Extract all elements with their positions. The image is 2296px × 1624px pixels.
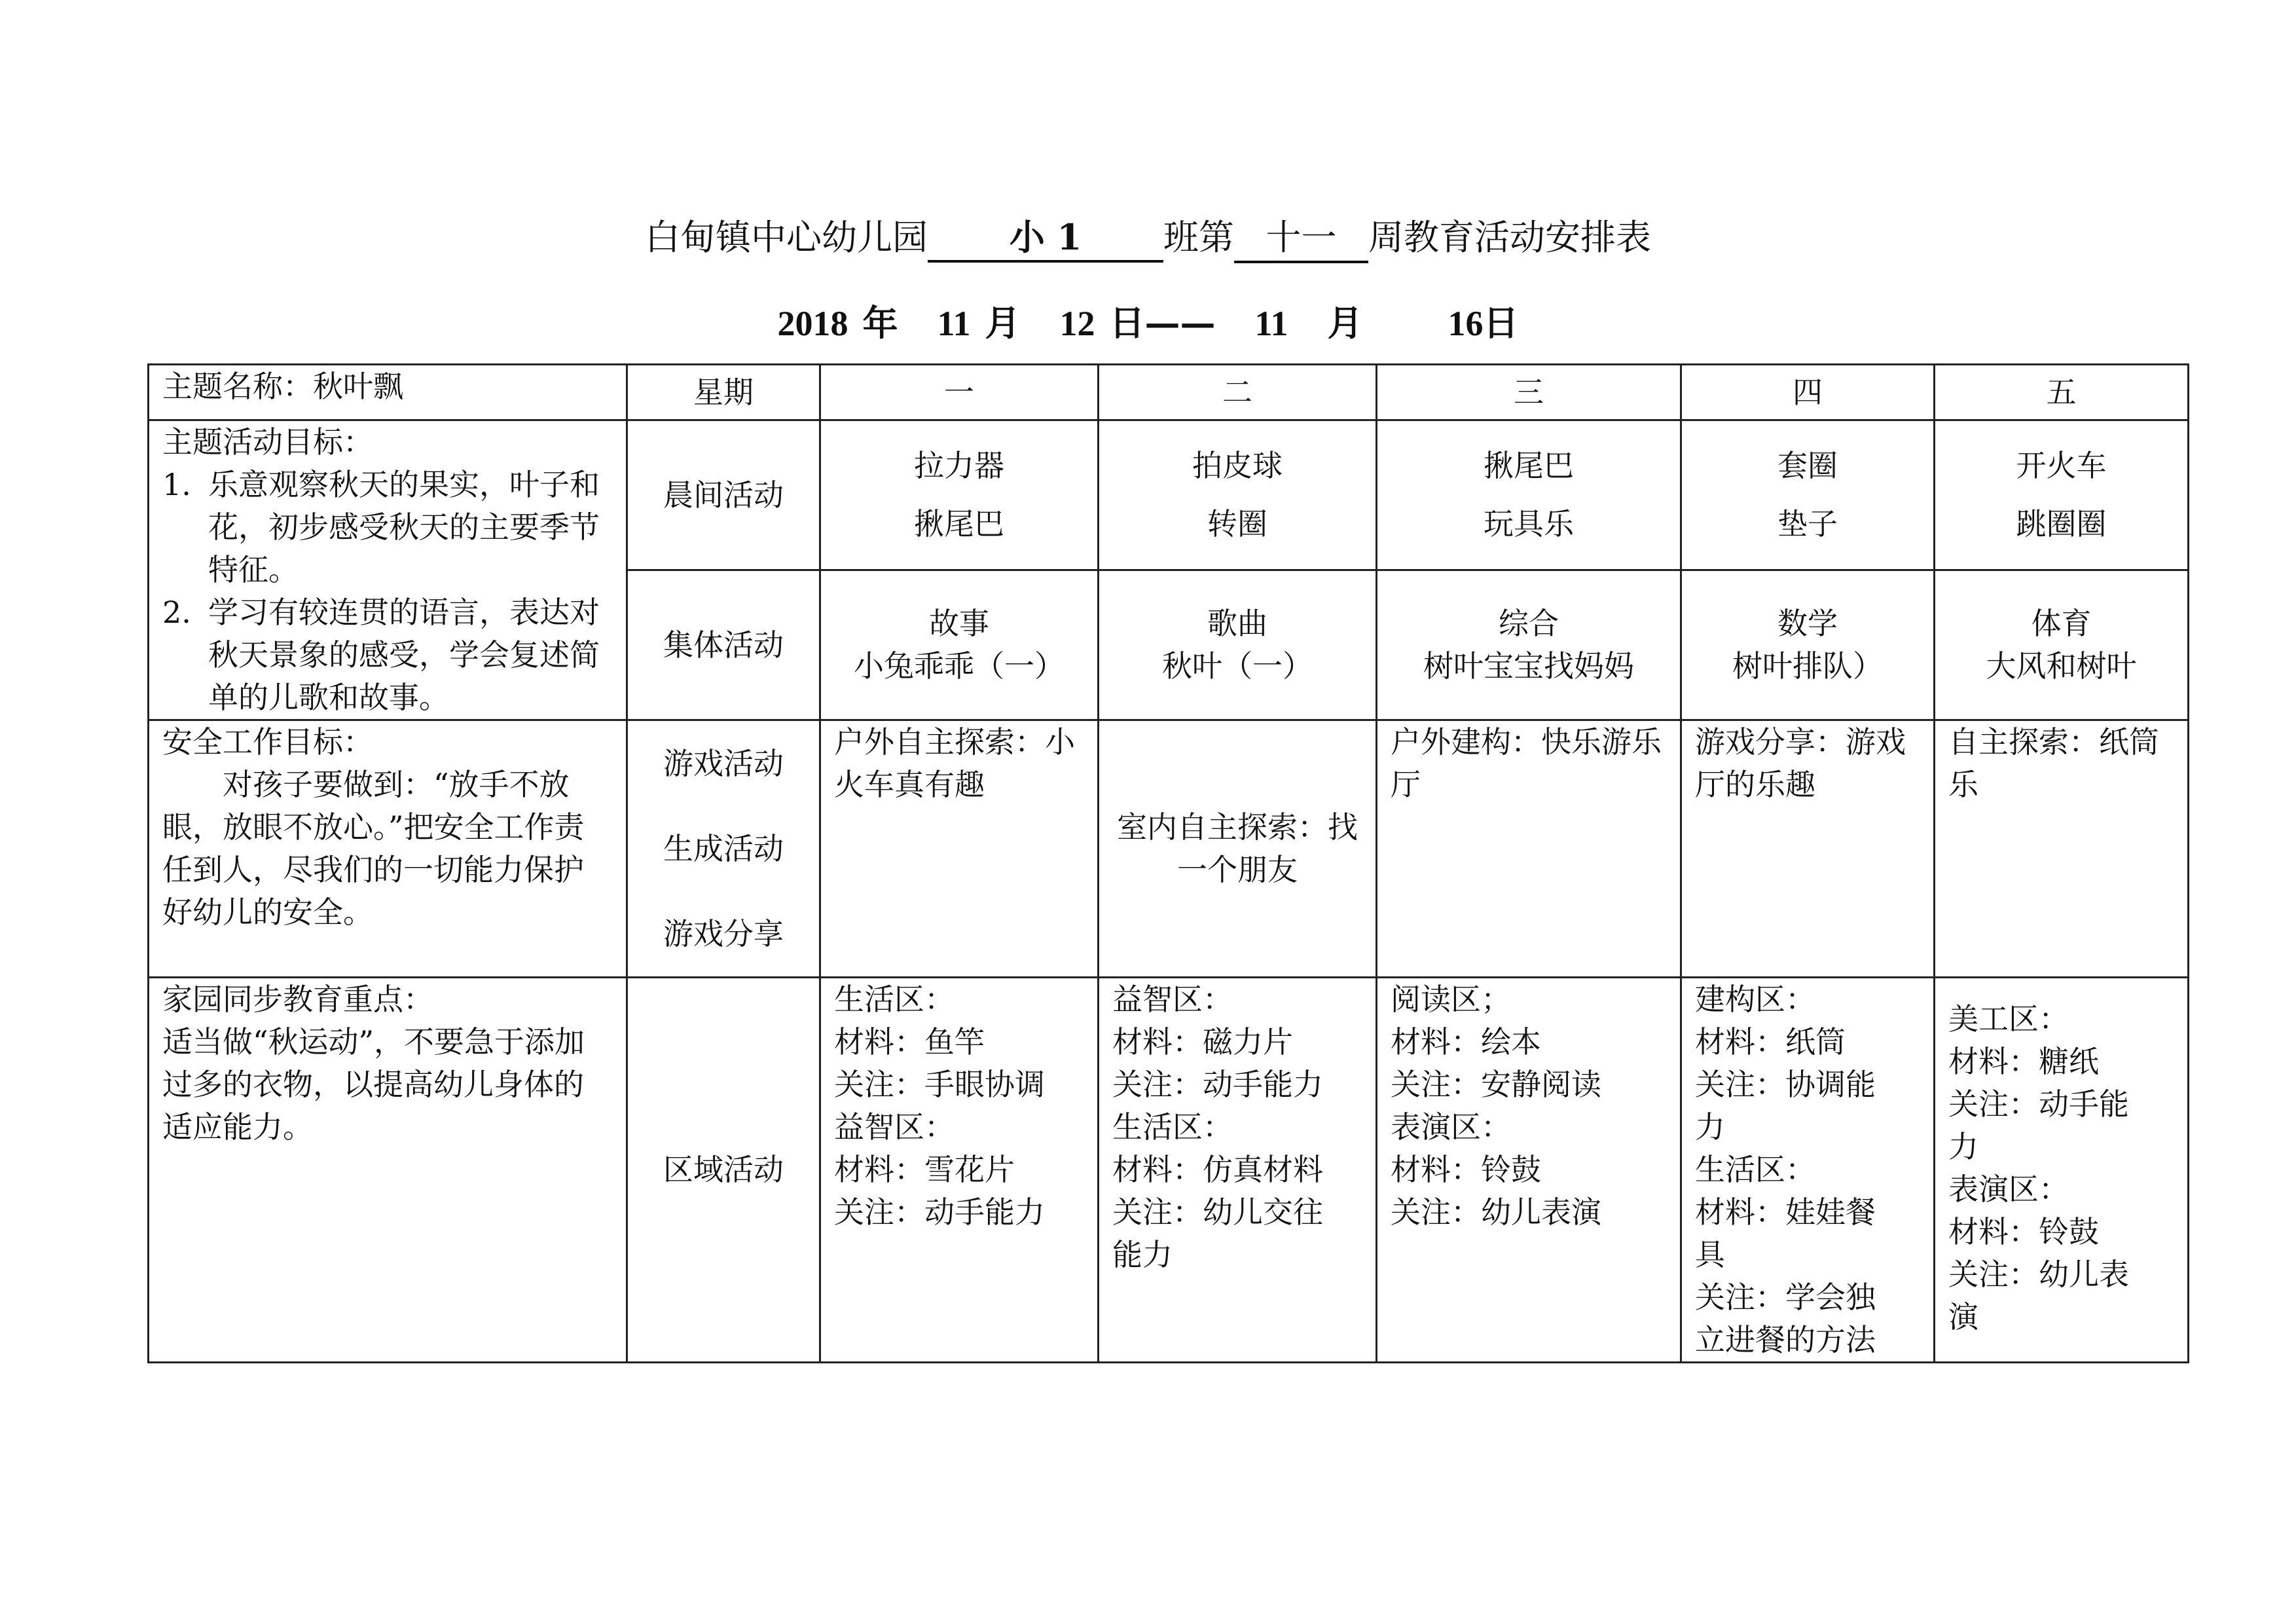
end-day: 16 xyxy=(1448,304,1484,343)
activity-text: 转圈 xyxy=(1207,506,1267,542)
area-cell xyxy=(1935,978,2189,1363)
title-mid-text: 班第 xyxy=(1163,217,1234,258)
goal-index: 1. xyxy=(162,467,191,502)
game-cell: 自主探索：纸筒乐 xyxy=(1935,720,2189,978)
area-line: 关注：幼儿表演 xyxy=(1391,1194,1601,1230)
morning-cell xyxy=(1377,420,1681,570)
area-line: 力 xyxy=(1948,1129,1978,1164)
area-activity-label: 区域活动 xyxy=(627,978,820,1363)
area-line: 关注：动手能力 xyxy=(834,1194,1045,1230)
activity-text: 玩具乐 xyxy=(1484,506,1574,542)
area-line: 建构区： xyxy=(1695,982,1815,1017)
safety-goals-cell xyxy=(149,720,627,978)
activity-text: 拍皮球 xyxy=(1192,448,1283,483)
morning-label: 晨间活动 xyxy=(627,420,820,570)
start-day: 12 xyxy=(1059,304,1095,343)
area-cell xyxy=(1377,978,1681,1363)
area-line: 力 xyxy=(1695,1109,1725,1145)
area-line: 表演区： xyxy=(1391,1109,1511,1145)
morning-cell xyxy=(1099,420,1377,570)
activity-subject: 故事 xyxy=(929,606,989,641)
start-day-unit: 日—— xyxy=(1109,302,1216,344)
home-education-cell xyxy=(149,978,627,1363)
area-line: 关注：学会独 xyxy=(1695,1280,1876,1315)
day-monday: 一 xyxy=(820,365,1099,420)
goal-index: 2. xyxy=(162,595,191,630)
day-thursday: 四 xyxy=(1681,365,1935,420)
morning-cell xyxy=(1681,420,1935,570)
game-sharing-label: 游戏分享 xyxy=(663,916,784,951)
game-cell: 室内自主探索：找一个朋友 xyxy=(1099,720,1377,978)
year: 2018 xyxy=(777,304,848,343)
area-line: 材料：绘本 xyxy=(1391,1024,1541,1060)
game-labels-cell xyxy=(627,720,820,978)
day-friday: 五 xyxy=(1935,365,2189,420)
area-line: 能力 xyxy=(1112,1237,1173,1272)
area-line: 关注：动手能力 xyxy=(1112,1067,1323,1102)
activity-text: 揪尾巴 xyxy=(1484,448,1574,483)
area-line: 演 xyxy=(1948,1299,1978,1335)
activity-subject: 歌曲 xyxy=(1207,606,1267,641)
safety-goals-title: 安全工作目标： xyxy=(162,724,373,760)
area-line: 表演区： xyxy=(1948,1172,2069,1207)
activity-text: 开火车 xyxy=(2016,448,2107,483)
activity-text: 套圈 xyxy=(1777,448,1838,483)
area-cell xyxy=(1681,978,1935,1363)
area-line: 美工区： xyxy=(1948,1001,2069,1037)
weekly-plan-table xyxy=(147,363,2189,1363)
area-line: 生活区： xyxy=(1112,1109,1233,1145)
class-name: 小 1 xyxy=(928,214,1163,263)
goal-item xyxy=(162,464,613,591)
area-line: 材料：仿真材料 xyxy=(1112,1152,1323,1187)
activity-subject: 数学 xyxy=(1777,606,1838,641)
start-month-unit: 月 xyxy=(985,302,1021,344)
day-tuesday: 二 xyxy=(1099,365,1377,420)
area-cell xyxy=(1099,978,1377,1363)
header-row xyxy=(149,365,2189,420)
safety-goals-text: 对孩子要做到：“放手不放眼，放眼不放心。”把安全工作责任到人，尽我们的一切能力保护好幼儿的安全。 xyxy=(162,767,585,930)
area-line: 材料：糖纸 xyxy=(1948,1044,2099,1079)
school-name: 白甸镇中心幼儿园 xyxy=(645,217,928,258)
area-line: 关注：幼儿表 xyxy=(1948,1257,2129,1292)
activity-subject: 综合 xyxy=(1499,606,1559,641)
activity-title: 树叶宝宝找妈妈 xyxy=(1423,648,1634,684)
game-activity-label: 游戏活动 xyxy=(663,746,784,781)
group-cell xyxy=(820,570,1099,720)
activity-text: 拉力器 xyxy=(914,448,1004,483)
area-line: 立进餐的方法 xyxy=(1695,1322,1876,1357)
game-cell: 户外建构：快乐游乐厅 xyxy=(1377,720,1681,978)
weekday-header: 星期 xyxy=(627,365,820,420)
area-line: 生活区： xyxy=(1695,1152,1815,1187)
area-line: 材料：娃娃餐 xyxy=(1695,1194,1876,1230)
game-cell: 游戏分享：游戏厅的乐趣 xyxy=(1681,720,1935,978)
theme-goals-title: 主题活动目标： xyxy=(162,424,373,460)
home-row xyxy=(149,978,2189,1363)
area-line: 材料：纸筒 xyxy=(1695,1024,1846,1060)
title-suffix: 周教育活动安排表 xyxy=(1368,217,1651,258)
area-line: 生活区： xyxy=(834,982,955,1017)
area-line: 材料：雪花片 xyxy=(834,1152,1015,1187)
goal-text: 乐意观察秋天的果实，叶子和花，初步感受秋天的主要季节特征。 xyxy=(208,467,600,587)
end-month: 11 xyxy=(1254,304,1288,343)
area-line: 关注：协调能 xyxy=(1695,1067,1876,1102)
activity-title: 大风和树叶 xyxy=(1986,648,2137,684)
group-cell xyxy=(1099,570,1377,720)
area-line: 具 xyxy=(1695,1237,1725,1272)
year-unit: 年 xyxy=(862,302,898,344)
safety-row xyxy=(149,720,2189,978)
area-line: 材料：磁力片 xyxy=(1112,1024,1293,1060)
activity-title: 秋叶（一） xyxy=(1162,648,1313,684)
activity-title: 小兔乖乖（一） xyxy=(854,648,1065,684)
area-line: 材料：鱼竿 xyxy=(834,1024,985,1060)
end-day-unit: 日 xyxy=(1483,302,1519,344)
group-cell xyxy=(1377,570,1681,720)
area-cell xyxy=(820,978,1099,1363)
activity-title: 树叶排队） xyxy=(1732,648,1883,684)
end-month-unit: 月 xyxy=(1327,302,1363,344)
group-label: 集体活动 xyxy=(627,570,820,720)
home-education-text: 适当做“秋运动”，不要急于添加过多的衣物，以提高幼儿身体的适应能力。 xyxy=(162,1024,585,1145)
activity-text: 揪尾巴 xyxy=(914,506,1004,542)
week-number: 十一 xyxy=(1234,215,1368,263)
day-wednesday: 三 xyxy=(1377,365,1681,420)
area-line: 关注：幼儿交往 xyxy=(1112,1194,1323,1230)
area-line: 材料：铃鼓 xyxy=(1948,1214,2099,1249)
area-line: 关注：动手能 xyxy=(1948,1086,2129,1122)
activity-text: 跳圈圈 xyxy=(2016,506,2107,542)
morning-row xyxy=(149,420,2189,570)
generated-activity-label: 生成活动 xyxy=(663,831,784,866)
area-line: 益智区： xyxy=(834,1109,955,1145)
start-month: 11 xyxy=(937,304,971,343)
area-line: 阅读区； xyxy=(1391,982,1511,1017)
area-line: 关注：手眼协调 xyxy=(834,1067,1045,1102)
area-line: 益智区： xyxy=(1112,982,1233,1017)
game-cell: 户外自主探索：小火车真有趣 xyxy=(820,720,1099,978)
goal-item xyxy=(162,591,613,719)
morning-cell xyxy=(1935,420,2189,570)
goal-text: 学习有较连贯的语言，表达对秋天景象的感受，学会复述简单的儿歌和故事。 xyxy=(208,595,600,715)
activity-text: 垫子 xyxy=(1777,506,1838,542)
theme-goals-cell xyxy=(149,420,627,720)
document-title xyxy=(0,208,2296,267)
activity-subject: 体育 xyxy=(2031,606,2092,641)
area-line: 关注：安静阅读 xyxy=(1391,1067,1601,1102)
group-cell xyxy=(1935,570,2189,720)
area-line: 材料：铃鼓 xyxy=(1391,1152,1541,1187)
date-range xyxy=(0,293,2296,353)
theme-name: 主题名称：秋叶飘 xyxy=(149,365,627,420)
home-education-title: 家园同步教育重点： xyxy=(162,982,433,1017)
morning-cell xyxy=(820,420,1099,570)
group-cell xyxy=(1681,570,1935,720)
